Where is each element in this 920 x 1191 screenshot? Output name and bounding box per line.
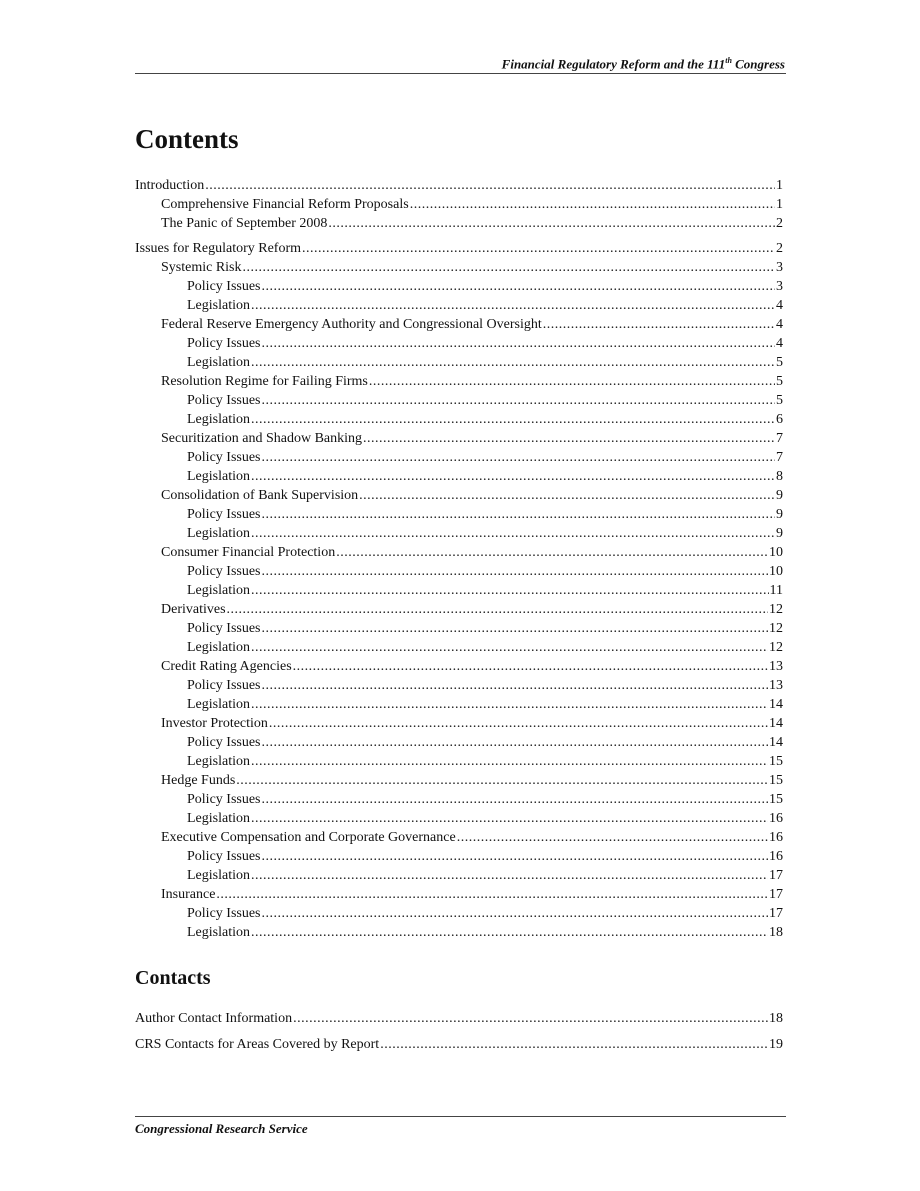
entry-page-number: 6: [776, 412, 783, 427]
entry-page-number: 2: [776, 241, 783, 256]
contents-title: Contents: [135, 124, 239, 154]
entry-label: Hedge Funds: [161, 773, 236, 788]
dot-leader: [543, 315, 775, 334]
entry-page-number: 4: [776, 336, 783, 351]
dot-leader: [262, 790, 769, 809]
toc-entry[interactable]: [135, 239, 783, 258]
dot-leader: [410, 195, 775, 214]
dot-leader: [262, 334, 776, 353]
entry-label: Legislation: [187, 697, 250, 712]
entry-label: Legislation: [187, 469, 250, 484]
entry-page-number: 2: [776, 216, 783, 231]
toc-entry[interactable]: [135, 638, 783, 657]
entry-page-number: 3: [776, 279, 783, 294]
dot-leader: [293, 1008, 768, 1029]
dot-leader: [262, 847, 769, 866]
dot-leader: [363, 429, 775, 448]
table-of-contents: [135, 176, 783, 942]
dot-leader: [243, 258, 775, 277]
toc-entry[interactable]: [135, 619, 783, 638]
entry-label: Issues for Regulatory Reform: [135, 241, 302, 256]
dot-leader: [216, 885, 768, 904]
entry-label: Systemic Risk: [161, 260, 242, 275]
dot-leader: [251, 923, 768, 942]
entry-label: Investor Protection: [161, 716, 268, 731]
entry-label: Legislation: [187, 925, 250, 940]
toc-entry[interactable]: [135, 258, 783, 277]
toc-entry[interactable]: [135, 866, 783, 885]
entry-label: Credit Rating Agencies: [161, 659, 292, 674]
entry-label: CRS Contacts for Areas Covered by Report: [135, 1037, 380, 1052]
entry-page-number: 15: [769, 754, 783, 769]
toc-entry[interactable]: [135, 505, 783, 524]
dot-leader: [251, 752, 768, 771]
entry-page-number: 17: [769, 887, 783, 902]
dot-leader: [269, 714, 768, 733]
toc-entry[interactable]: [135, 771, 783, 790]
entry-label: Policy Issues: [187, 507, 261, 522]
entry-page-number: 8: [776, 469, 783, 484]
toc-entry[interactable]: [135, 353, 783, 372]
dot-leader: [251, 581, 769, 600]
dot-leader: [251, 695, 768, 714]
header-rule: [135, 73, 786, 74]
entry-label: Policy Issues: [187, 735, 261, 750]
entry-page-number: 18: [769, 925, 783, 940]
toc-entry[interactable]: [135, 695, 783, 714]
toc-entry[interactable]: [135, 923, 783, 942]
toc-entry[interactable]: [135, 676, 783, 695]
dot-leader: [262, 448, 776, 467]
dot-leader: [262, 904, 769, 923]
dot-leader: [262, 619, 769, 638]
contact-entry[interactable]: [135, 1034, 783, 1055]
dot-leader: [359, 486, 775, 505]
toc-entry[interactable]: [135, 448, 783, 467]
toc-entry[interactable]: [135, 334, 783, 353]
entry-page-number: 5: [776, 374, 783, 389]
toc-entry[interactable]: [135, 752, 783, 771]
entry-page-number: 13: [769, 659, 783, 674]
toc-entry[interactable]: [135, 562, 783, 581]
contacts-list: [135, 1008, 783, 1060]
entry-label: Legislation: [187, 640, 250, 655]
entry-page-number: 14: [769, 735, 783, 750]
entry-label: Legislation: [187, 811, 250, 826]
entry-page-number: 11: [769, 583, 783, 598]
toc-entry[interactable]: [135, 391, 783, 410]
entry-label: Policy Issues: [187, 450, 261, 465]
entry-page-number: 3: [776, 260, 783, 275]
entry-label: Policy Issues: [187, 393, 261, 408]
dot-leader: [251, 296, 775, 315]
toc-entry[interactable]: [135, 809, 783, 828]
toc-entry[interactable]: [135, 581, 783, 600]
entry-page-number: 18: [769, 1011, 783, 1026]
entry-label: Legislation: [187, 298, 250, 313]
entry-page-number: 14: [769, 716, 783, 731]
toc-entry[interactable]: [135, 429, 783, 448]
toc-entry[interactable]: [135, 790, 783, 809]
contact-entry[interactable]: [135, 1008, 783, 1029]
toc-entry[interactable]: [135, 828, 783, 847]
dot-leader: [251, 353, 775, 372]
entry-label: Policy Issues: [187, 906, 261, 921]
entry-page-number: 9: [776, 507, 783, 522]
entry-label: Resolution Regime for Failing Firms: [161, 374, 368, 389]
entry-label: The Panic of September 2008: [161, 216, 328, 231]
entry-label: Comprehensive Financial Reform Proposals: [161, 197, 409, 212]
toc-entry[interactable]: [135, 714, 783, 733]
entry-page-number: 16: [769, 811, 783, 826]
entry-page-number: 14: [769, 697, 783, 712]
entry-page-number: 17: [769, 906, 783, 921]
entry-page-number: 16: [769, 830, 783, 845]
entry-label: Policy Issues: [187, 849, 261, 864]
entry-page-number: 16: [769, 849, 783, 864]
entry-label: Policy Issues: [187, 336, 261, 351]
entry-label: Policy Issues: [187, 678, 261, 693]
entry-page-number: 9: [776, 488, 783, 503]
dot-leader: [262, 676, 769, 695]
footer-rule: [135, 1116, 786, 1117]
toc-entry[interactable]: [135, 315, 783, 334]
entry-page-number: 15: [769, 792, 783, 807]
toc-entry[interactable]: [135, 296, 783, 315]
header-title: Financial Regulatory Reform and the 111: [501, 56, 726, 72]
toc-entry[interactable]: [135, 467, 783, 486]
entry-page-number: 9: [776, 526, 783, 541]
running-footer: Congressional Research Service: [135, 1121, 308, 1136]
dot-leader: [236, 771, 768, 790]
entry-page-number: 4: [776, 317, 783, 332]
dot-leader: [251, 866, 768, 885]
entry-label: Policy Issues: [187, 621, 261, 636]
toc-entry[interactable]: [135, 885, 783, 904]
dot-leader: [336, 543, 768, 562]
dot-leader: [380, 1034, 768, 1055]
contacts-title: Contacts: [135, 967, 211, 989]
dot-leader: [227, 600, 768, 619]
entry-label: Consolidation of Bank Supervision: [161, 488, 359, 503]
dot-leader: [251, 809, 768, 828]
toc-entry[interactable]: [135, 486, 783, 505]
entry-page-number: 7: [776, 431, 783, 446]
entry-label: Legislation: [187, 754, 250, 769]
entry-label: Legislation: [187, 583, 250, 598]
dot-leader: [251, 467, 775, 486]
entry-label: Introduction: [135, 178, 205, 193]
header-title-superscript: th: [725, 56, 732, 65]
dot-leader: [251, 410, 775, 429]
entry-page-number: 13: [769, 678, 783, 693]
entry-page-number: 12: [769, 621, 783, 636]
toc-entry[interactable]: [135, 904, 783, 923]
dot-leader: [262, 277, 776, 296]
dot-leader: [262, 733, 769, 752]
entry-label: Legislation: [187, 526, 250, 541]
entry-label: Policy Issues: [187, 564, 261, 579]
entry-page-number: 12: [769, 602, 783, 617]
entry-label: Securitization and Shadow Banking: [161, 431, 363, 446]
dot-leader: [251, 524, 775, 543]
entry-label: Insurance: [161, 887, 216, 902]
dot-leader: [369, 372, 775, 391]
entry-page-number: 17: [769, 868, 783, 883]
entry-page-number: 4: [776, 298, 783, 313]
toc-entry[interactable]: [135, 214, 783, 233]
entry-label: Derivatives: [161, 602, 226, 617]
entry-page-number: 7: [776, 450, 783, 465]
dot-leader: [205, 176, 775, 195]
entry-label: Policy Issues: [187, 792, 261, 807]
entry-label: Legislation: [187, 412, 250, 427]
toc-entry[interactable]: [135, 543, 783, 562]
entry-page-number: 15: [769, 773, 783, 788]
dot-leader: [262, 505, 776, 524]
running-header: [135, 56, 785, 72]
dot-leader: [251, 638, 768, 657]
toc-entry[interactable]: [135, 277, 783, 296]
entry-label: Legislation: [187, 355, 250, 370]
entry-label: Author Contact Information: [135, 1011, 293, 1026]
entry-page-number: 5: [776, 355, 783, 370]
entry-label: Executive Compensation and Corporate Governance: [161, 830, 456, 845]
dot-leader: [328, 214, 775, 233]
toc-entry[interactable]: [135, 733, 783, 752]
toc-entry[interactable]: [135, 195, 783, 214]
toc-entry[interactable]: [135, 372, 783, 391]
entry-page-number: 19: [769, 1037, 783, 1052]
dot-leader: [457, 828, 768, 847]
entry-label: Policy Issues: [187, 279, 261, 294]
toc-entry[interactable]: [135, 600, 783, 619]
toc-entry[interactable]: [135, 657, 783, 676]
toc-entry[interactable]: [135, 847, 783, 866]
toc-entry[interactable]: [135, 524, 783, 543]
entry-page-number: 12: [769, 640, 783, 655]
toc-entry[interactable]: [135, 410, 783, 429]
dot-leader: [262, 562, 769, 581]
dot-leader: [262, 391, 776, 410]
entry-page-number: 1: [776, 197, 783, 212]
entry-label: Federal Reserve Emergency Authority and Congressional Oversight: [161, 317, 542, 332]
dot-leader: [302, 239, 775, 258]
entry-page-number: 10: [769, 545, 783, 560]
entry-label: Consumer Financial Protection: [161, 545, 336, 560]
entry-label: Legislation: [187, 868, 250, 883]
toc-entry[interactable]: [135, 176, 783, 195]
entry-page-number: 1: [776, 178, 783, 193]
entry-page-number: 10: [769, 564, 783, 579]
entry-page-number: 5: [776, 393, 783, 408]
header-title-suffix: Congress: [731, 56, 785, 72]
dot-leader: [293, 657, 768, 676]
